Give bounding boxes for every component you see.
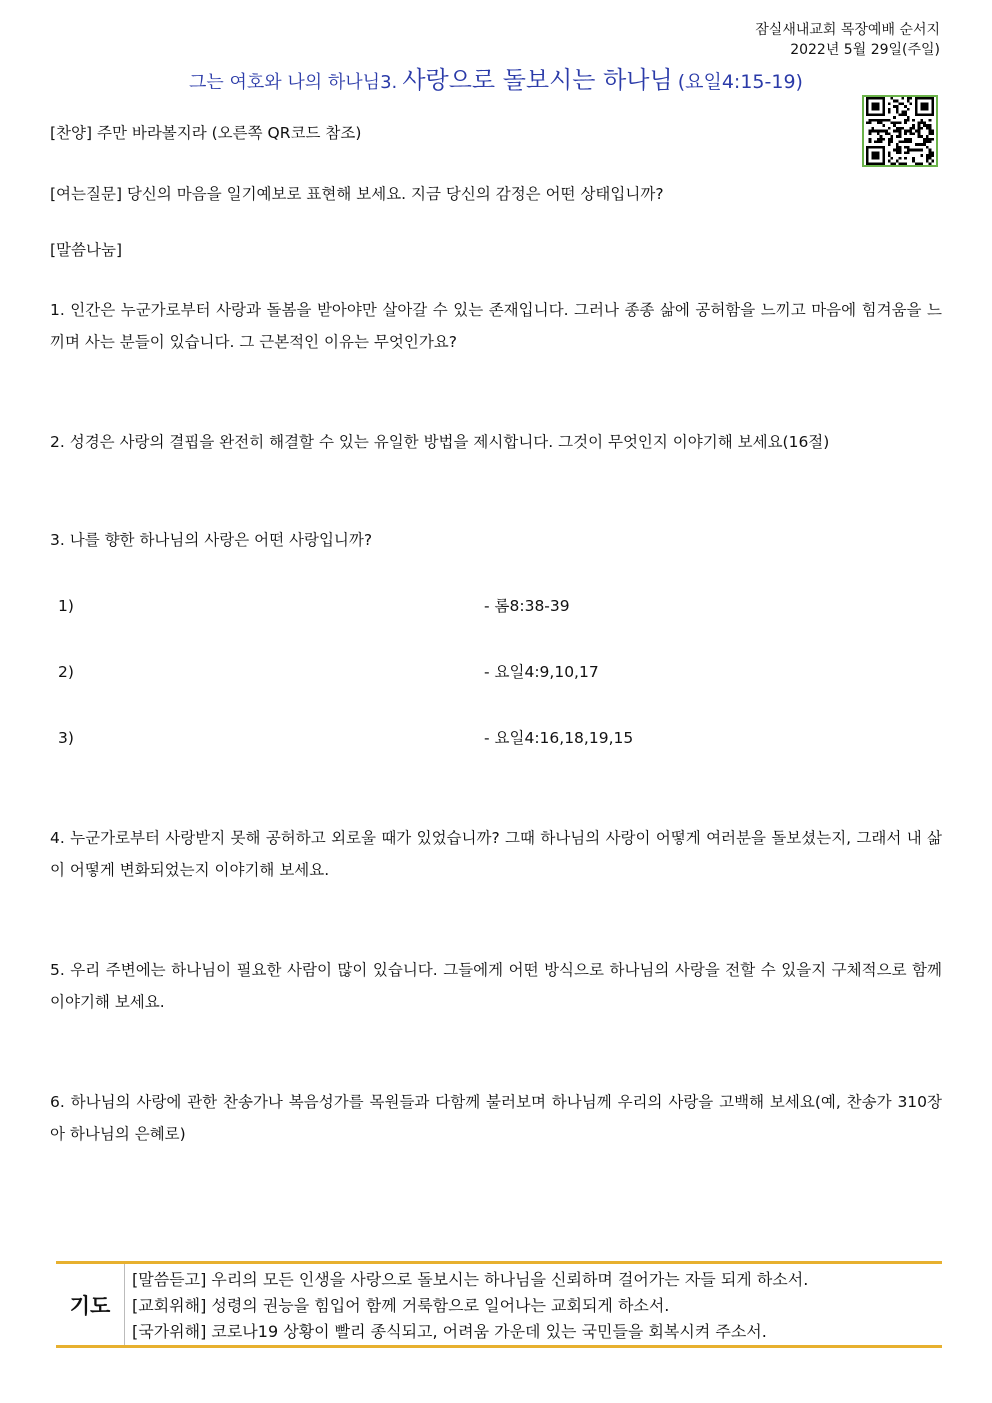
sub-item-number: 1) — [58, 597, 74, 615]
prayer-line: [교회위해] 성령의 권능을 힘입어 함께 거룩함으로 일어나는 교회되게 하소서. — [132, 1296, 670, 1315]
page-title — [0, 60, 992, 95]
prayer-box — [56, 1261, 942, 1348]
question-4: 4. 누군가로부터 사랑받지 못해 공허하고 외로울 때가 있었습니까? 그때 하나님의 사랑이 어떻게 여러분을 돌보셨는지, 그래서 내 삶이 어떻게 변화되었는지 이야기해 보세요. — [50, 829, 942, 879]
question-2: 2. 성경은 사랑의 결핍을 완전히 해결할 수 있는 유일한 방법을 제시합니다. 그것이 무엇인지 이야기해 보세요(16절) — [50, 433, 830, 451]
sub-item-reference: - 요일4:16,18,19,15 — [484, 729, 634, 747]
sub-item-reference: - 요일4:9,10,17 — [484, 663, 599, 681]
prayer-lines — [132, 1267, 808, 1345]
prayer-line: [국가위해] 코로나19 상황이 빨리 종식되고, 어려움 가운데 있는 국민들을 회복시켜 주소서. — [132, 1322, 767, 1341]
opening-question: [여는질문] 당신의 마음을 일기예보로 표현해 보세요. 지금 당신의 감정은 어떤 상태입니까? — [50, 185, 664, 203]
title-reference: (요일4:15-19) — [677, 71, 803, 93]
question-3: 3. 나를 향한 하나님의 사랑은 어떤 사랑입니까? — [50, 531, 373, 549]
question-5: 5. 우리 주변에는 하나님이 필요한 사람이 많이 있습니다. 그들에게 어떤 방식으로 하나님의 사랑을 전할 수 있을지 구체적으로 함께 이야기해 보세요. — [50, 961, 942, 1011]
church-name: 잠실새내교회 목장예배 순서지 — [755, 22, 940, 38]
title-main: 사랑으로 돌보시는 하나님 — [402, 66, 673, 94]
sub-item-number: 2) — [58, 663, 74, 681]
sharing-label: [말씀나눔] — [50, 241, 122, 259]
hymn-line: [찬양] 주만 바라볼지라 (오른쪽 QR코드 참조) — [50, 124, 362, 142]
sub-item-number: 3) — [58, 729, 74, 747]
title-series: 그는 여호와 나의 하나님3. — [189, 72, 398, 93]
prayer-line: [말씀듣고] 우리의 모든 인생을 사랑으로 돌보시는 하나님을 신뢰하며 걸어가는 자들 되게 하소서. — [132, 1270, 809, 1289]
question-6: 6. 하나님의 사랑에 관한 찬송가나 복음성가를 목원들과 다함께 불러보며 하나님께 우리의 사랑을 고백해 보세요(예, 찬송가 310장 아 하나님의 은혜로) — [50, 1093, 942, 1143]
question-1: 1. 인간은 누군가로부터 사랑과 돌봄을 받아야만 살아갈 수 있는 존재입니다. 그러나 종종 삶에 공허함을 느끼고 마음에 힘겨움을 느끼며 사는 분들이 있습니다. 그 근본적인 이유는 무엇인가요? — [50, 301, 942, 351]
sub-item-reference: - 롬8:38-39 — [484, 597, 570, 615]
service-date: 2022년 5월 29일(주일) — [790, 42, 940, 58]
prayer-label: 기도 — [56, 1264, 125, 1345]
